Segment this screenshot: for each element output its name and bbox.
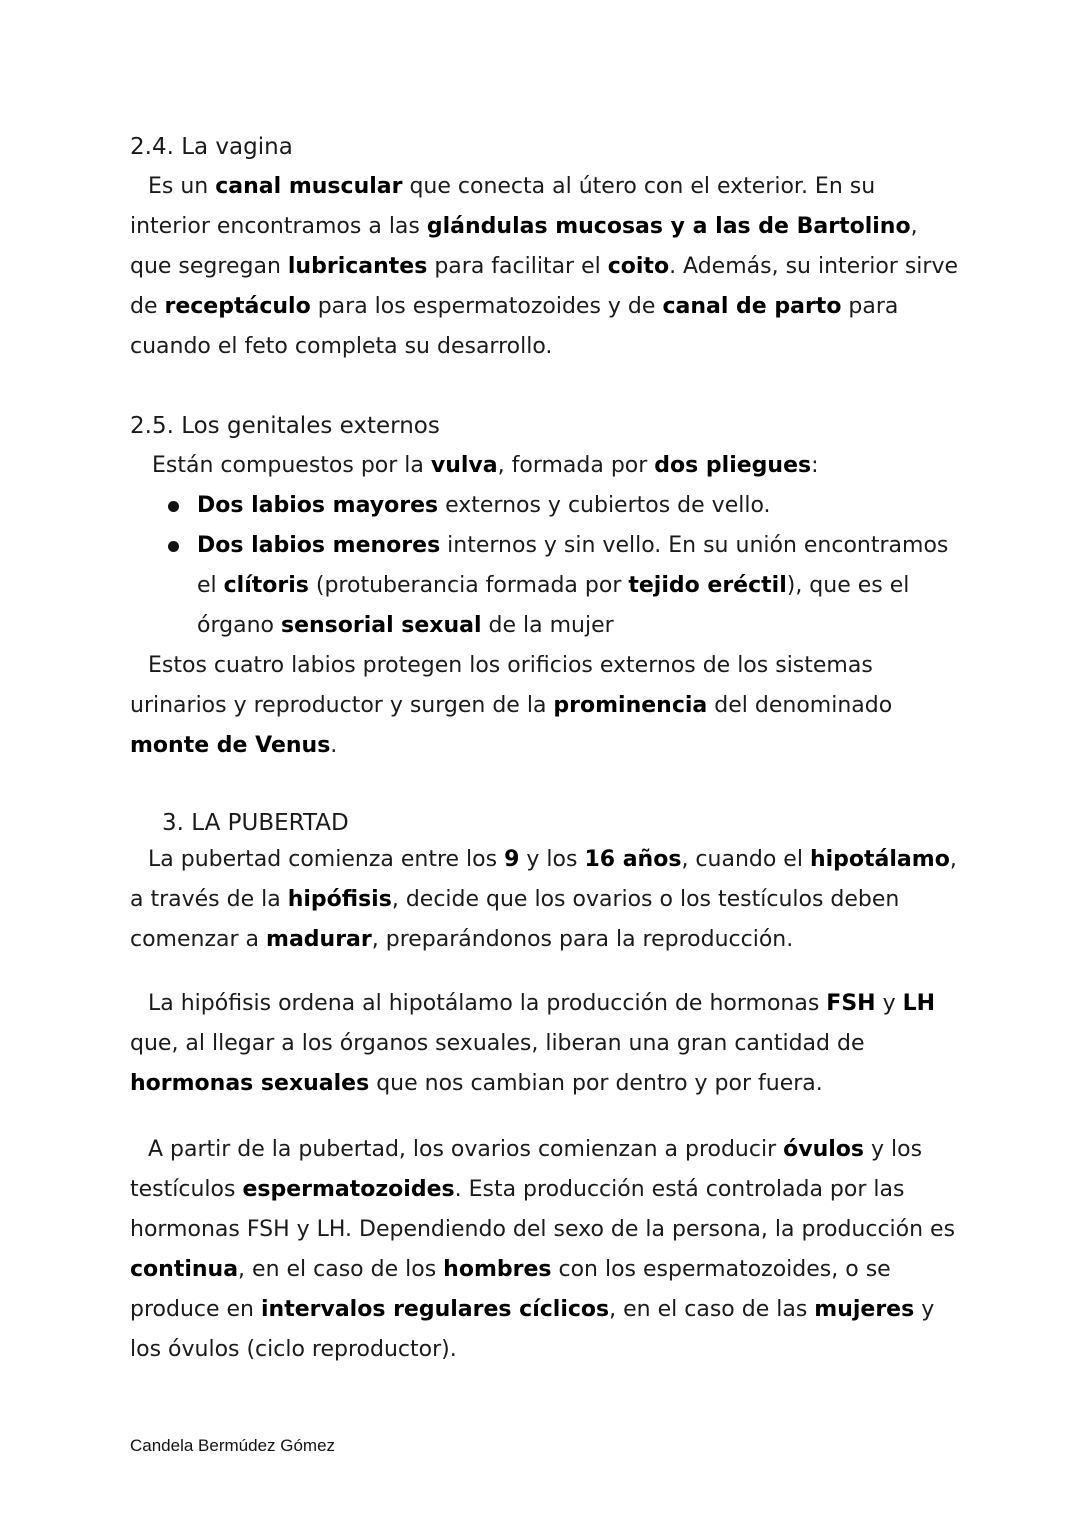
bold-term: espermatozoides — [242, 1177, 455, 1202]
bold-term: mujeres — [814, 1297, 915, 1322]
text-run: Es un — [148, 174, 216, 199]
bold-term: FSH — [826, 991, 876, 1016]
bold-term: receptáculo — [164, 294, 311, 319]
bold-term: monte de Venus — [130, 733, 331, 758]
bold-term: glándulas mucosas y a las de Bartolino — [426, 214, 911, 239]
bold-term: dos pliegues — [654, 453, 812, 478]
list-item — [130, 526, 960, 646]
bold-term: coito — [607, 254, 670, 279]
bold-term: continua — [130, 1257, 239, 1282]
bold-term: hormonas sexuales — [130, 1071, 370, 1096]
section-heading: 3. LA PUBERTAD — [162, 810, 349, 836]
section-heading: 2.5. Los genitales externos — [130, 413, 440, 439]
text-run: que conecta al útero con el exterior. En su interior encontramos a las — [130, 174, 876, 239]
bold-term: Dos labios menores — [197, 533, 441, 558]
list-item — [130, 486, 960, 526]
text-run: La hipófisis ordena al hipotálamo la producción de hormonas — [148, 991, 827, 1016]
text-run: que, al llegar a los órganos sexuales, liberan una gran cantidad de — [130, 1031, 865, 1056]
section-3-paragraph-2 — [130, 984, 960, 1104]
paragraph — [130, 840, 960, 960]
text-run: del denominado — [707, 693, 893, 718]
bold-term: sensorial sexual — [280, 613, 482, 638]
bold-term: óvulos — [783, 1137, 864, 1162]
bullet-dot-icon — [168, 541, 179, 552]
bold-term: LH — [902, 991, 936, 1016]
section-heading: 2.4. La vagina — [130, 134, 293, 160]
text-run: . Además, su interior sirve de — [130, 254, 959, 319]
bullet-dot-icon — [168, 501, 179, 512]
text-run: La pubertad comienza entre los — [148, 847, 505, 872]
section-2-4-paragraph — [130, 167, 960, 367]
text-run: , formada por — [497, 453, 655, 478]
text-run: y los óvulos (ciclo reproductor). — [130, 1297, 935, 1362]
text-run: (protuberancia formada por — [308, 573, 629, 598]
text-run: , decide que los ovarios o los testículos deben comenzar a — [130, 887, 900, 952]
section-2-5-outro — [130, 646, 960, 766]
text-run: externos y cubiertos de vello. — [438, 493, 771, 518]
bold-term: 9 — [504, 847, 520, 872]
text-run: Están compuestos por la — [152, 453, 431, 478]
bold-term: Dos labios mayores — [197, 493, 439, 518]
text-run: , cuando el — [681, 847, 810, 872]
text-run: , en el caso de las — [609, 1297, 815, 1322]
list-item-text — [197, 493, 771, 518]
paragraph — [130, 1130, 960, 1370]
bold-term: canal muscular — [215, 174, 403, 199]
bold-term: hipófisis — [287, 887, 392, 912]
section-2-4 — [130, 127, 960, 367]
text-run: ), que es el órgano — [197, 573, 910, 638]
bold-term: madurar — [266, 927, 372, 952]
text-run: Estos cuatro labios protegen los orificios externos de los sistemas urinarios y reproductor y surgen de la — [130, 653, 873, 718]
section-2-5 — [130, 406, 960, 766]
text-run: , a través de la — [130, 847, 957, 912]
bold-term: 16 años — [584, 847, 682, 872]
text-run: . Esta producción está controlada por las hormonas FSH y LH. Dependiendo del sexo de la persona, la producción es — [130, 1177, 956, 1242]
text-run: . — [330, 733, 338, 758]
text-run: para facilitar el — [427, 254, 608, 279]
text-run: , que segregan — [130, 214, 918, 279]
bold-term: clítoris — [223, 573, 309, 598]
text-run: y los — [519, 847, 585, 872]
text-run: , en el caso de los — [238, 1257, 444, 1282]
section-2-5-intro — [130, 446, 960, 486]
bold-term: tejido eréctil — [628, 573, 787, 598]
text-run: internos y sin vello. En su unión encontramos el — [197, 533, 949, 598]
text-run: , preparándonos para la reproducción. — [371, 927, 794, 952]
section-3-paragraph-1 — [130, 840, 960, 960]
footer-author: Candela Bermúdez Gómez — [130, 1436, 336, 1455]
list-item-text — [197, 533, 948, 638]
bold-term: prominencia — [553, 693, 708, 718]
text-run: y — [875, 991, 903, 1016]
text-run: A partir de la pubertad, los ovarios comienzan a producir — [148, 1137, 784, 1162]
text-run: que nos cambian por dentro y por fuera. — [369, 1071, 823, 1096]
bold-term: hombres — [443, 1257, 552, 1282]
text-run: con los espermatozoides, o se produce en — [130, 1257, 891, 1322]
bold-term: vulva — [430, 453, 498, 478]
text-run: y los testículos — [130, 1137, 923, 1202]
bold-term: hipotálamo — [809, 847, 950, 872]
bullet-list — [130, 486, 960, 646]
text-run: para cuando el feto completa su desarrollo. — [130, 294, 899, 359]
section-3-paragraph-3 — [130, 1130, 960, 1370]
text-run: para los espermatozoides y de — [310, 294, 663, 319]
bold-term: canal de parto — [662, 294, 842, 319]
paragraph — [130, 984, 960, 1104]
bold-term: lubricantes — [287, 254, 428, 279]
text-run: : — [811, 453, 819, 478]
bold-term: intervalos regulares cíclicos — [261, 1297, 610, 1322]
text-run: de la mujer — [481, 613, 614, 638]
